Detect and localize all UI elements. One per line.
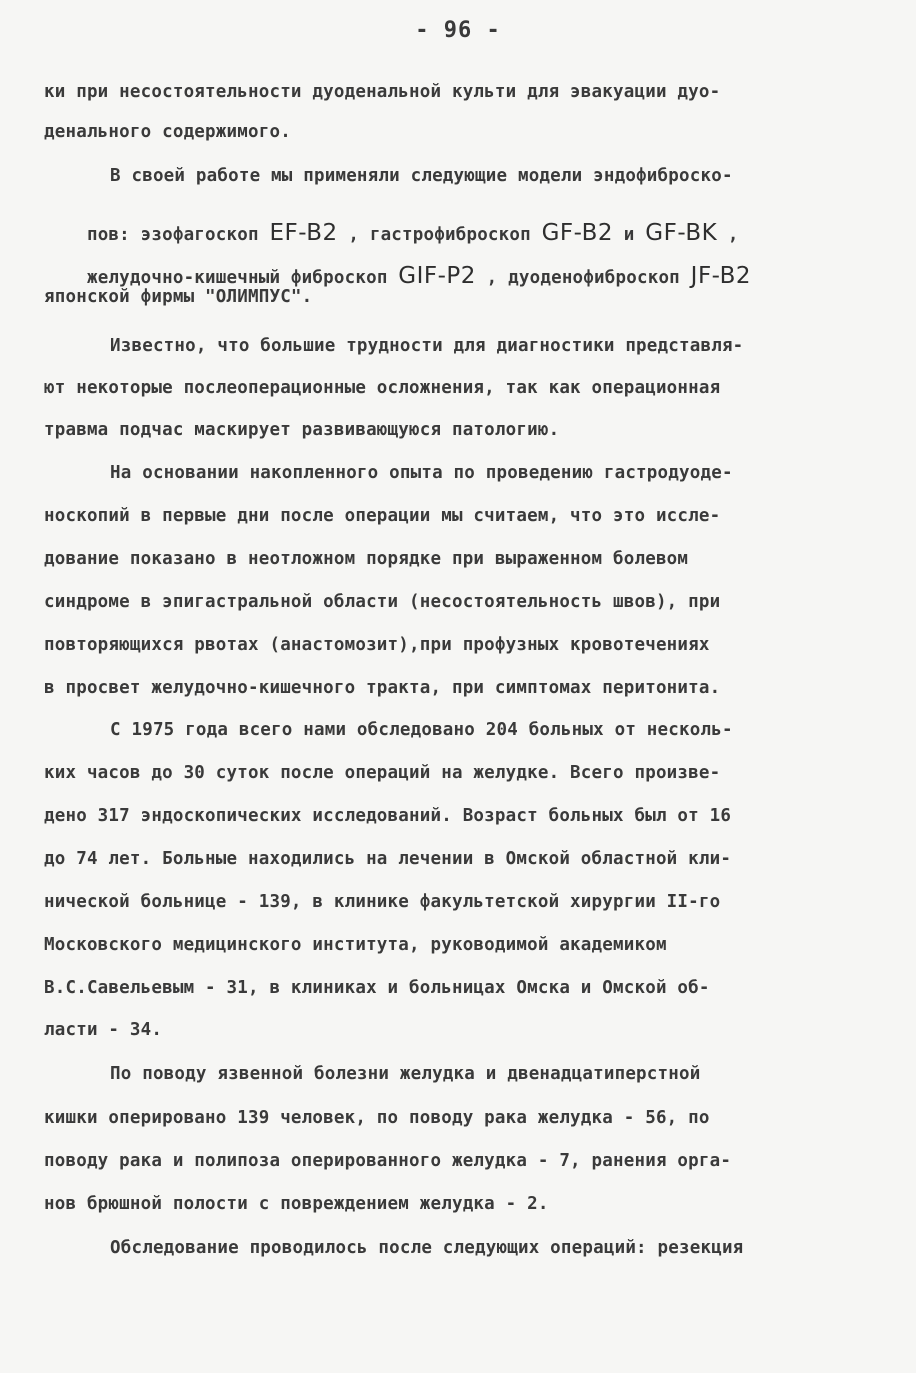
text-line: Московского медицинского института, руководимой академиком bbox=[44, 935, 667, 955]
text-segment: желудочно-кишечный фиброскоп bbox=[86, 267, 399, 288]
endoscope-model: JF-B2 bbox=[690, 262, 752, 289]
text-line: Известно, что большие трудности для диагностики представля- bbox=[110, 336, 744, 356]
text-line: в просвет желудочно-кишечного тракта, при симптомах перитонита. bbox=[44, 678, 721, 698]
text-segment: пов: эзофагоскоп bbox=[86, 224, 270, 245]
text-line: кишки оперировано 139 человек, по поводу рака желудка - 56, по bbox=[44, 1108, 710, 1128]
text-line: На основании накопленного опыта по проведению гастродуоде- bbox=[110, 463, 733, 483]
text-line: дено 317 эндоскопических исследований. Возраст больных был от 16 bbox=[44, 806, 732, 826]
text-segment: , гастрофиброскоп bbox=[337, 224, 542, 245]
text-line: синдроме в эпигастральной области (несостоятельность швов), при bbox=[44, 592, 721, 612]
text-line: В.С.Савельевым - 31, в клиниках и больницах Омска и Омской об- bbox=[44, 978, 710, 998]
text-line: С 1975 года всего нами обследовано 204 больных от несколь- bbox=[110, 720, 733, 740]
text-line: ки при несостоятельности дуоденальной культи для эвакуации дуо- bbox=[44, 82, 721, 102]
text-line: японской фирмы "ОЛИМПУС". bbox=[44, 287, 313, 307]
text-line: денального содержимого. bbox=[44, 122, 291, 142]
text-line: носкопий в первые дни после операции мы считаем, что это иссле- bbox=[44, 506, 721, 526]
text-line: Обследование проводилось после следующих операций: резекция bbox=[110, 1238, 744, 1258]
text-line: ласти - 34. bbox=[44, 1020, 163, 1040]
page-number: - 96 - bbox=[415, 18, 501, 43]
text-line: По поводу язвенной болезни желудка и двенадцатиперстной bbox=[110, 1064, 701, 1084]
text-line: дование показано в неотложном порядке при выраженном болевом bbox=[44, 549, 689, 569]
text-segment: , bbox=[717, 224, 739, 245]
text-line: до 74 лет. Больные находились на лечении в Омской областной кли- bbox=[44, 849, 732, 869]
text-line: повторяющихся рвотах (анастомозит),при профузных кровотечениях bbox=[44, 635, 710, 655]
endoscope-model: GF-BK bbox=[645, 219, 718, 246]
text-line: нов брюшной полости с повреждением желудка - 2. bbox=[44, 1194, 549, 1214]
text-line: ких часов до 30 суток после операций на желудке. Всего произве- bbox=[44, 763, 721, 783]
text-segment: и bbox=[613, 224, 646, 245]
text-line: В своей работе мы применяли следующие модели эндофиброско- bbox=[110, 166, 733, 186]
text-line: поводу рака и полипоза оперированного желудка - 7, ранения орга- bbox=[44, 1151, 732, 1171]
endoscope-model: GF-B2 bbox=[541, 219, 614, 246]
endoscope-model: GIF-P2 bbox=[398, 262, 476, 289]
text-line: травма подчас маскирует развивающуюся патологию. bbox=[44, 420, 560, 440]
text-line: ют некоторые послеоперационные осложнения, так как операционная bbox=[44, 378, 721, 398]
text-line: нической больнице - 139, в клинике факультетской хирургии II-го bbox=[44, 892, 721, 912]
text-segment: , дуоденофиброскоп bbox=[475, 267, 691, 288]
endoscope-model: EF-B2 bbox=[269, 219, 338, 246]
